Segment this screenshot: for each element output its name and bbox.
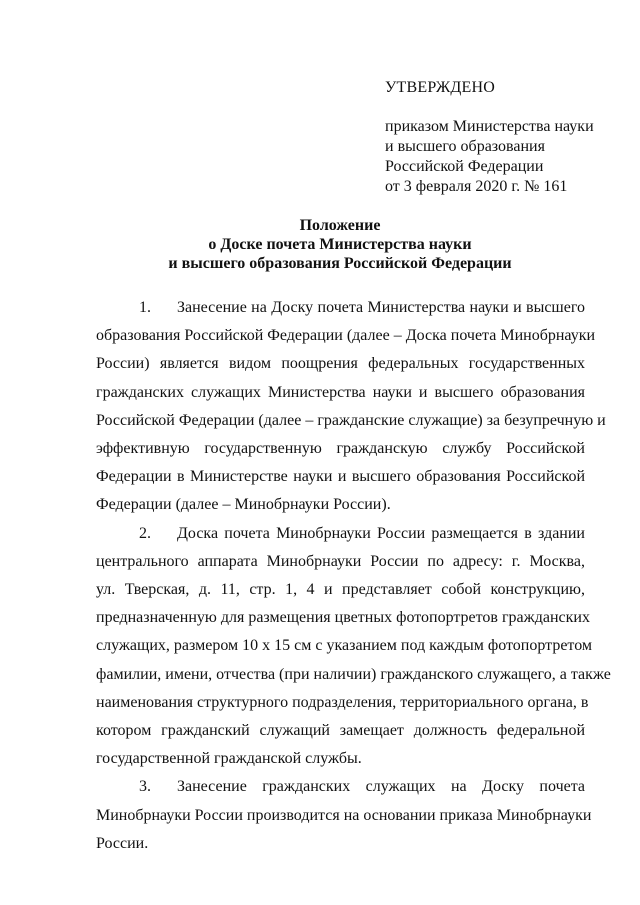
paragraph-text: Доска почета Минобрнауки России размещается в здании	[177, 524, 585, 542]
paragraph-line: России.	[96, 834, 149, 852]
paragraph-text: Занесение гражданских служащих на Доску почета	[177, 778, 585, 796]
title-line: о Доске почета Министерства науки	[208, 236, 472, 253]
paragraph-line: гражданских служащих Министерства науки и высшего образования	[96, 383, 585, 401]
paragraph-line: предназначенную для размещения цветных фотопортретов гражданских	[96, 609, 590, 627]
document-title	[60, 216, 620, 273]
approval-line: и высшего образования	[385, 138, 545, 155]
paragraph-line: ул. Тверская, д. 11, стр. 1, 4 и представляет собой конструкцию,	[96, 581, 585, 599]
paragraph-number: 1.	[139, 299, 151, 316]
paragraph-number: 3.	[139, 778, 151, 796]
paragraph-1	[96, 294, 606, 520]
paragraph-text: Занесение на Доску почета Министерства науки и высшего	[177, 299, 585, 316]
paragraph-line: государственной гражданской службы.	[96, 750, 362, 768]
paragraph-2	[96, 520, 611, 774]
paragraph-line: Российской Федерации (далее – гражданские служащие) за безупречную и	[96, 411, 606, 429]
paragraph-line	[96, 520, 585, 548]
paragraph-line: центрального аппарата Минобрнауки России по адресу: г. Москва,	[96, 552, 585, 570]
paragraph-3	[96, 773, 592, 858]
paragraph-line	[96, 294, 585, 322]
title-line: и высшего образования Российской Федерации	[168, 255, 512, 272]
approval-line: Российской Федерации	[385, 158, 544, 175]
paragraph-line: образования Российской Федерации (далее – Доска почета Минобрнауки	[96, 327, 596, 345]
paragraph-line: наименования структурного подразделения, территориального органа, в	[96, 693, 589, 711]
paragraph-line: Федерации (далее – Минобрнауки России).	[96, 496, 391, 514]
approval-line: приказом Министерства науки	[385, 118, 594, 135]
paragraph-list	[96, 294, 611, 858]
paragraph-line: Минобрнауки России производится на основании приказа Минобрнауки	[96, 806, 592, 824]
paragraph-line: Федерации в Министерстве науки и высшего образования Российской	[96, 468, 585, 486]
approval-stamp	[385, 78, 594, 197]
paragraph-line: фамилии, имени, отчества (при наличии) гражданского служащего, а также	[96, 665, 611, 683]
paragraph-line: котором гражданский служащий замещает должность федеральной	[96, 722, 585, 740]
title-line: Положение	[299, 217, 381, 234]
paragraph-number: 2.	[139, 524, 151, 542]
approved-heading: УТВЕРЖДЕНО	[385, 79, 496, 96]
paragraph-line: России) является видом поощрения федеральных государственных	[96, 355, 585, 373]
paragraph-line	[96, 773, 585, 801]
approval-line: от 3 февраля 2020 г. № 161	[385, 178, 568, 195]
paragraph-line: эффективную государственную гражданскую службу Российской	[96, 440, 585, 458]
document-body	[96, 294, 611, 858]
paragraph-line: служащих, размером 10 х 15 см с указанием под каждым фотопортретом	[96, 637, 593, 655]
